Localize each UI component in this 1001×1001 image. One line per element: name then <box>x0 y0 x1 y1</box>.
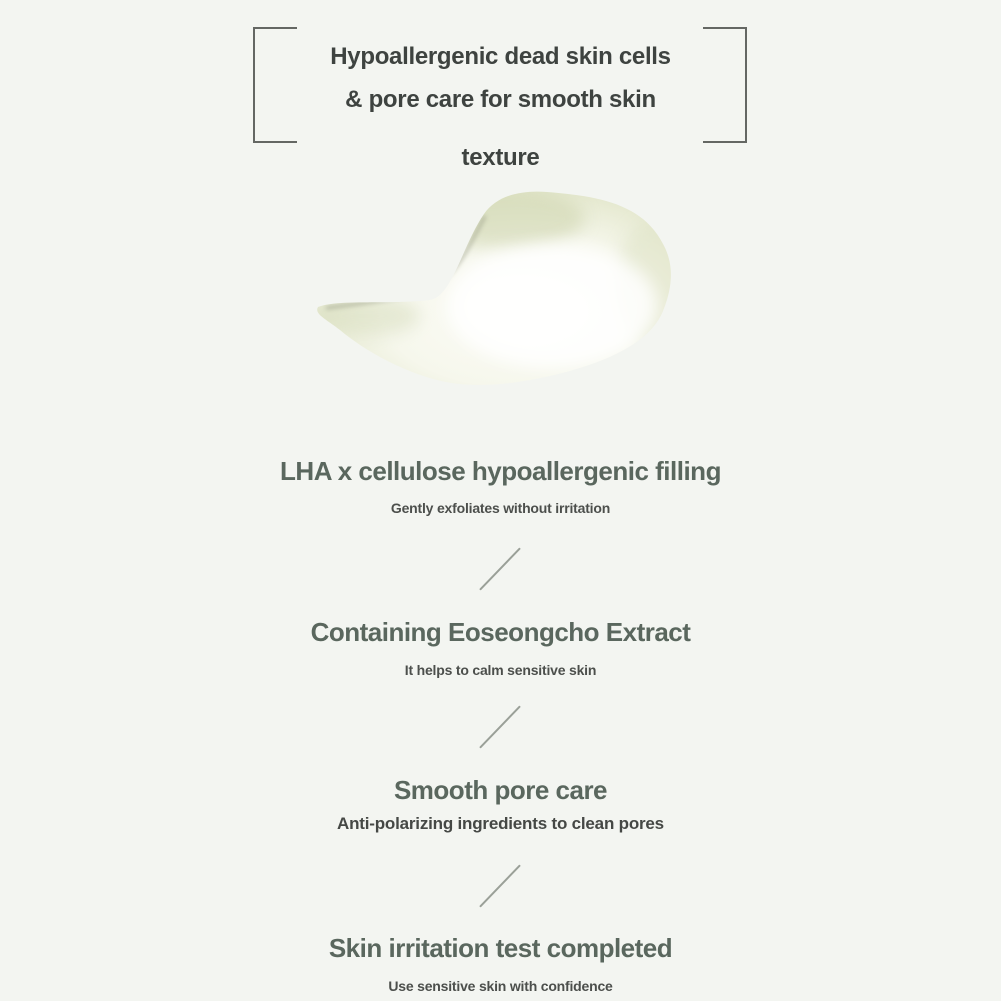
section-2-title: Containing Eoseongcho Extract <box>310 617 691 647</box>
section-2-subtitle: It helps to calm sensitive skin <box>404 662 597 678</box>
section-3-title: Smooth pore care <box>393 775 608 805</box>
section-1-subtitle: Gently exfoliates without irritation <box>390 500 611 516</box>
cream-smear-image <box>310 188 680 393</box>
divider-slash-icon <box>479 547 521 590</box>
section-4-title: Skin irritation test completed <box>328 933 673 963</box>
section-4-subtitle: Use sensitive skin with confidence <box>388 978 613 994</box>
header-line-3: texture <box>461 144 540 171</box>
section-1-title: LHA x cellulose hypoallergenic filling <box>280 456 721 486</box>
header-line-1: Hypoallergenic dead skin cells <box>330 43 671 70</box>
section-3-subtitle: Anti-polarizing ingredients to clean pores <box>337 814 664 833</box>
header-line-2: & pore care for smooth skin <box>345 86 656 113</box>
divider-slash-icon <box>479 705 521 748</box>
divider-slash-icon <box>479 864 521 907</box>
